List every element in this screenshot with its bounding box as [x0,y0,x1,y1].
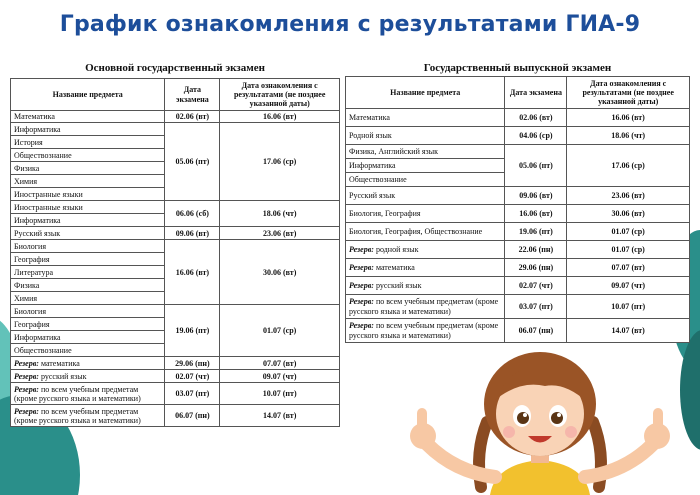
result-date-cell: 23.06 (вт) [567,187,690,205]
exam-date-cell: 02.07 (чт) [505,277,567,295]
exam-date-cell: 29.06 (пн) [165,357,220,370]
exam-date-cell: 02.06 (вт) [165,111,220,123]
subject-cell: Биология [11,240,165,253]
result-date-cell: 16.06 (вт) [567,109,690,127]
page-title: График ознакомления с результатами ГИА-9 [59,12,641,37]
table-row [11,201,340,214]
table-row [346,205,690,223]
subject-text: по всем учебным предметам (кроме русского языка и математики) [14,384,141,403]
subject-cell: Литература [11,266,165,279]
result-date-cell: 01.07 (ср) [567,241,690,259]
subject-cell: Математика [346,109,505,127]
reserve-label: Резерв: [349,262,374,272]
gve-table [345,76,690,343]
subject-cell: Информатика [346,159,505,173]
subject-cell: География [11,253,165,266]
result-date-cell: 14.07 (вт) [220,405,340,427]
girl-illustration [395,352,685,495]
exam-date-cell: 22.06 (пн) [505,241,567,259]
result-date-cell: 07.07 (вт) [220,357,340,370]
subject-cell [346,277,505,295]
subject-text: по всем учебным предметам (кроме русского языка и математики) [349,321,499,340]
subject-cell [11,405,165,427]
result-date-cell: 09.07 (чт) [567,277,690,295]
oge-table [10,78,340,427]
subject-text: по всем учебным предметам (кроме русского языка и математики) [349,297,499,316]
subject-cell [11,383,165,405]
subject-cell: Обществознание [11,344,165,357]
subject-cell: Химия [11,175,165,188]
result-date-cell: 17.06 (ср) [567,145,690,187]
exam-date-cell: 02.06 (вт) [505,109,567,127]
subject-cell [346,295,505,319]
subject-cell: Иностранные языки [11,188,165,201]
table-row [346,259,690,277]
table-header-row [11,79,340,111]
subject-cell: Информатика [11,331,165,344]
result-date-cell: 18.06 (чт) [567,127,690,145]
exam-date-cell: 19.06 (пт) [165,305,220,357]
exam-date-cell: 19.06 (пт) [505,223,567,241]
table-row [346,109,690,127]
exam-date-cell: 04.06 (ср) [505,127,567,145]
table-row [346,223,690,241]
reserve-label: Резерв: [14,358,39,368]
subject-cell: Физика [11,162,165,175]
reserve-label: Резерв: [349,297,374,307]
reserve-label: Резерв: [349,244,374,254]
table-row [11,240,340,253]
column-header: Дата экзамена [505,77,567,109]
exam-date-cell: 29.06 (пн) [505,259,567,277]
subject-text: русский язык [373,280,422,290]
subject-cell: Обществознание [346,173,505,187]
subject-cell: Математика [11,111,165,123]
result-date-cell: 10.07 (пт) [220,383,340,405]
table-header-row [346,77,690,109]
table-row [11,123,340,136]
subject-cell: Русский язык [11,227,165,240]
gve-heading: Государственный выпускной экзамен [423,62,612,74]
result-date-cell: 07.07 (вт) [567,259,690,277]
subject-text: русский язык [38,371,87,381]
subject-cell: История [11,136,165,149]
exam-date-cell: 16.06 (вт) [505,205,567,223]
result-date-cell: 09.07 (чт) [220,370,340,383]
table-row [11,370,340,383]
reserve-label: Резерв: [14,371,39,381]
table-row [11,383,340,405]
subject-cell: Химия [11,292,165,305]
table-row [11,111,340,123]
subject-cell: Информатика [11,214,165,227]
subject-cell: Биология, География, Обществознание [346,223,505,241]
oge-heading: Основной государственный экзамен [85,62,265,74]
result-date-cell: 01.07 (ср) [220,305,340,357]
exam-date-cell: 06.07 (пн) [165,405,220,427]
table-row [11,405,340,427]
subject-cell: Биология [11,305,165,318]
table-row [11,305,340,318]
result-date-cell: 17.06 (ср) [220,123,340,201]
subject-cell [11,357,165,370]
exam-date-cell: 06.06 (сб) [165,201,220,227]
subject-text: математика [38,358,80,368]
table-row [346,127,690,145]
reserve-label: Резерв: [14,406,39,416]
subject-cell: Информатика [11,123,165,136]
subject-cell: Физика [11,279,165,292]
result-date-cell: 01.07 (ср) [567,223,690,241]
reserve-label: Резерв: [14,384,39,394]
table-row [11,357,340,370]
table-row [346,145,690,159]
column-header: Дата экзамена [165,79,220,111]
subject-text: по всем учебным предметам (кроме русского языка и математики) [14,406,141,425]
reserve-label: Резерв: [349,280,374,290]
table-row [346,295,690,319]
column-header: Название предмета [346,77,505,109]
table-row [346,187,690,205]
reserve-label: Резерв: [349,321,374,331]
table-row [346,319,690,343]
exam-date-cell: 03.07 (пт) [165,383,220,405]
column-header: Дата ознакомления с результатами (не позднее указанной даты) [567,77,690,109]
column-header: Название предмета [11,79,165,111]
subject-cell [346,259,505,277]
exam-date-cell: 09.06 (вт) [505,187,567,205]
exam-date-cell: 02.07 (чт) [165,370,220,383]
subject-cell [11,370,165,383]
subject-cell: Физика, Английский язык [346,145,505,159]
subject-cell: Биология, География [346,205,505,223]
exam-date-cell: 05.06 (пт) [505,145,567,187]
table-row [346,277,690,295]
result-date-cell: 23.06 (вт) [220,227,340,240]
exam-date-cell: 05.06 (пт) [165,123,220,201]
subject-cell: География [11,318,165,331]
column-header: Дата ознакомления с результатами (не позднее указанной даты) [220,79,340,111]
subject-cell: Русский язык [346,187,505,205]
subject-text: математика [373,262,415,272]
exam-date-cell: 09.06 (вт) [165,227,220,240]
subject-cell: Родной язык [346,127,505,145]
exam-date-cell: 03.07 (пт) [505,295,567,319]
result-date-cell: 18.06 (чт) [220,201,340,227]
result-date-cell: 16.06 (вт) [220,111,340,123]
result-date-cell: 30.06 (вт) [220,240,340,305]
exam-date-cell: 16.06 (вт) [165,240,220,305]
subject-cell [346,319,505,343]
subject-cell: Иностранные языки [11,201,165,214]
table-row [346,241,690,259]
result-date-cell: 14.07 (вт) [567,319,690,343]
subject-text: родной язык [373,244,419,254]
table-row [11,227,340,240]
subject-cell: Обществознание [11,149,165,162]
subject-cell [346,241,505,259]
exam-date-cell: 06.07 (пн) [505,319,567,343]
result-date-cell: 30.06 (вт) [567,205,690,223]
result-date-cell: 10.07 (пт) [567,295,690,319]
